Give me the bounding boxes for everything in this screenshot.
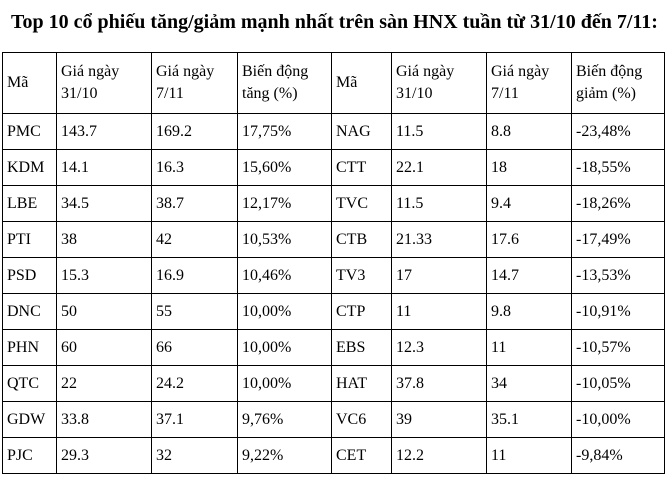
- table-row: [3, 330, 665, 366]
- table-cell: 10,00%: [238, 330, 332, 366]
- table-cell: 39: [392, 402, 487, 438]
- table-cell: 11: [392, 294, 487, 330]
- table-row: [3, 186, 665, 222]
- table-row: [3, 150, 665, 186]
- header-cell: Giá ngày 7/11: [487, 53, 572, 114]
- header-cell: Biến động giảm (%): [572, 53, 665, 114]
- table-cell: PHN: [3, 330, 57, 366]
- table-cell: -10,91%: [572, 294, 665, 330]
- stock-table: [2, 52, 665, 474]
- table-cell: 22.1: [392, 150, 487, 186]
- table-row: [3, 438, 665, 474]
- table-cell: CTP: [332, 294, 392, 330]
- table-cell: 22: [57, 366, 152, 402]
- table-cell: QTC: [3, 366, 57, 402]
- table-cell: 143.7: [57, 114, 152, 150]
- table-row: [3, 294, 665, 330]
- table-cell: 17: [392, 258, 487, 294]
- table-cell: -10,00%: [572, 402, 665, 438]
- table-cell: 12.2: [392, 438, 487, 474]
- table-cell: 34: [487, 366, 572, 402]
- table-cell: 33.8: [57, 402, 152, 438]
- table-cell: 34.5: [57, 186, 152, 222]
- table-cell: 10,53%: [238, 222, 332, 258]
- table-cell: 55: [152, 294, 238, 330]
- table-cell: 11: [487, 330, 572, 366]
- table-cell: -13,53%: [572, 258, 665, 294]
- table-cell: 169.2: [152, 114, 238, 150]
- table-cell: VC6: [332, 402, 392, 438]
- table-cell: -10,57%: [572, 330, 665, 366]
- table-cell: CTB: [332, 222, 392, 258]
- table-cell: 11: [487, 438, 572, 474]
- table-cell: 9.4: [487, 186, 572, 222]
- table-cell: 16.9: [152, 258, 238, 294]
- table-cell: 21.33: [392, 222, 487, 258]
- table-cell: 10,46%: [238, 258, 332, 294]
- header-row: [3, 53, 665, 114]
- table-cell: 16.3: [152, 150, 238, 186]
- table-cell: 37.8: [392, 366, 487, 402]
- table-cell: 38: [57, 222, 152, 258]
- table-cell: 9.8: [487, 294, 572, 330]
- table-cell: 60: [57, 330, 152, 366]
- table-cell: 10,00%: [238, 294, 332, 330]
- table-cell: NAG: [332, 114, 392, 150]
- table-cell: 9,22%: [238, 438, 332, 474]
- table-cell: TVC: [332, 186, 392, 222]
- table-cell: -18,55%: [572, 150, 665, 186]
- page-title: Top 10 cổ phiếu tăng/giảm mạnh nhất trên sàn HNX tuần từ 31/10 đến 7/11:: [11, 11, 658, 33]
- table-row: [3, 402, 665, 438]
- header-cell: Mã: [3, 53, 57, 114]
- header-cell: Giá ngày 31/10: [392, 53, 487, 114]
- table-cell: 17.6: [487, 222, 572, 258]
- table-cell: CET: [332, 438, 392, 474]
- table-cell: CTT: [332, 150, 392, 186]
- table-cell: 11.5: [392, 114, 487, 150]
- table-cell: GDW: [3, 402, 57, 438]
- table-cell: PTI: [3, 222, 57, 258]
- table-cell: 11.5: [392, 186, 487, 222]
- table-cell: 42: [152, 222, 238, 258]
- table-cell: -23,48%: [572, 114, 665, 150]
- table-cell: 50: [57, 294, 152, 330]
- table-cell: 18: [487, 150, 572, 186]
- table-cell: 37.1: [152, 402, 238, 438]
- table-cell: 15,60%: [238, 150, 332, 186]
- table-cell: TV3: [332, 258, 392, 294]
- table-row: [3, 114, 665, 150]
- table-cell: 9,76%: [238, 402, 332, 438]
- table-row: [3, 222, 665, 258]
- table-cell: -9,84%: [572, 438, 665, 474]
- table-cell: EBS: [332, 330, 392, 366]
- table-cell: PSD: [3, 258, 57, 294]
- table-cell: 14.7: [487, 258, 572, 294]
- table-cell: -17,49%: [572, 222, 665, 258]
- table-cell: PMC: [3, 114, 57, 150]
- table-row: [3, 258, 665, 294]
- table-cell: 32: [152, 438, 238, 474]
- header-cell: Giá ngày 31/10: [57, 53, 152, 114]
- table-cell: 12,17%: [238, 186, 332, 222]
- table-cell: 12.3: [392, 330, 487, 366]
- table-cell: 15.3: [57, 258, 152, 294]
- table-cell: 24.2: [152, 366, 238, 402]
- table-cell: PJC: [3, 438, 57, 474]
- table-cell: 66: [152, 330, 238, 366]
- table-cell: -10,05%: [572, 366, 665, 402]
- table-cell: HAT: [332, 366, 392, 402]
- table-cell: 8.8: [487, 114, 572, 150]
- table-cell: 10,00%: [238, 366, 332, 402]
- table-cell: 17,75%: [238, 114, 332, 150]
- table-cell: KDM: [3, 150, 57, 186]
- table-cell: DNC: [3, 294, 57, 330]
- header-cell: Mã: [332, 53, 392, 114]
- table-cell: -18,26%: [572, 186, 665, 222]
- table-row: [3, 366, 665, 402]
- header-cell: Giá ngày 7/11: [152, 53, 238, 114]
- table-cell: 14.1: [57, 150, 152, 186]
- table-cell: LBE: [3, 186, 57, 222]
- table-cell: 35.1: [487, 402, 572, 438]
- table-cell: 29.3: [57, 438, 152, 474]
- table-cell: 38.7: [152, 186, 238, 222]
- table-body: [3, 114, 665, 474]
- header-cell: Biến động tăng (%): [238, 53, 332, 114]
